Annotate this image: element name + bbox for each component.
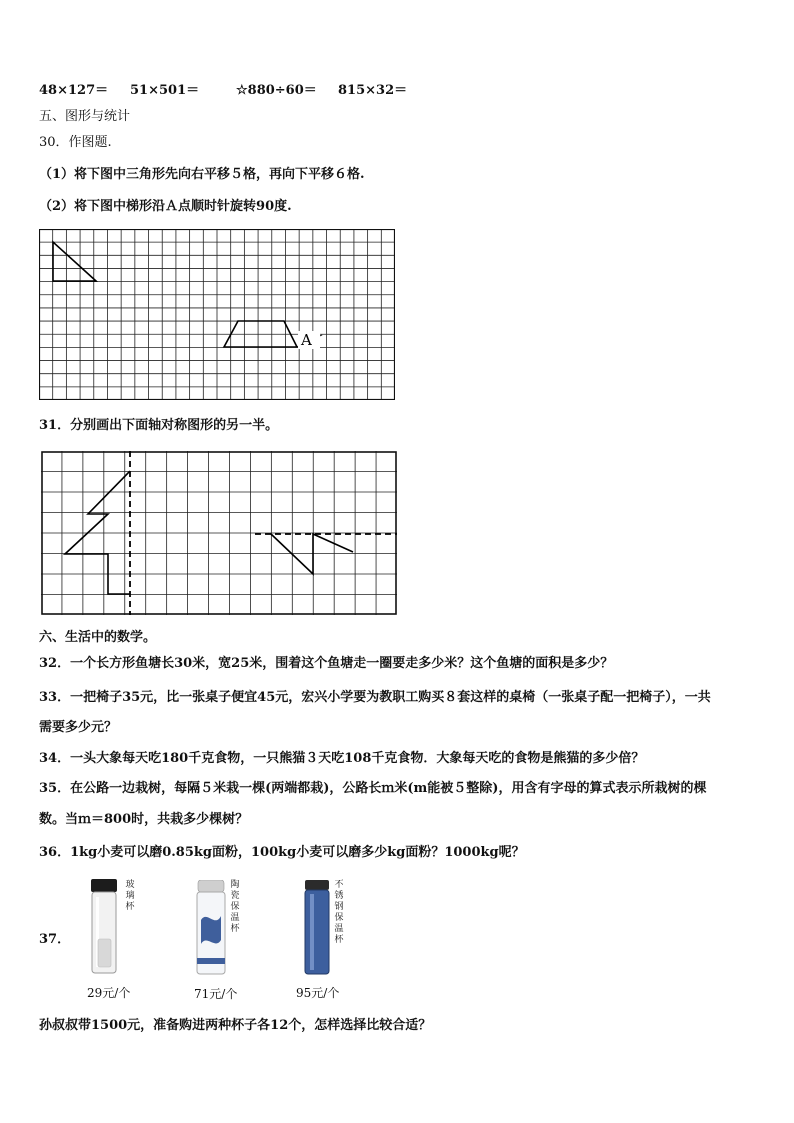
triangle-shape: [53, 242, 96, 281]
tree-half-shape: [65, 471, 130, 594]
cup-3-price: 95元/个: [296, 986, 340, 1000]
calc-item-3: ☆880÷60＝: [236, 83, 317, 98]
cup-2-price: 71元/个: [194, 987, 238, 1001]
section-6-title: 六、生活中的数学。: [39, 630, 157, 645]
q32-text: 32．一个长方形鱼塘长30米，宽25米，围着这个鱼塘走一圈要走多少米？这个鱼塘的面积是多少？: [39, 656, 614, 671]
calc-item-4: 815×32＝: [338, 83, 408, 98]
calc-item-2: 51×501＝: [130, 83, 200, 98]
glass-cup-image: [88, 879, 120, 975]
cup-1-label: 玻 璃 杯: [125, 880, 135, 912]
q37-number: 37．: [39, 932, 71, 947]
q34-text: 34．一头大象每天吃180千克食物，一只熊猫３天吃108千克食物．大象每天吃的食物是熊猫的多少倍？: [39, 751, 645, 766]
steel-thermos-image: [302, 880, 332, 976]
grid-lines: [41, 451, 397, 615]
q35-line2: 数。当ｍ＝800时，共栽多少棵树？: [39, 812, 249, 827]
calc-item-1: 48×127＝: [39, 83, 109, 98]
q33-line2: 需要多少元？: [39, 720, 118, 735]
section-5-title: 五、图形与统计: [39, 109, 131, 124]
q30-title: 30．作图题.: [39, 135, 112, 150]
q31-title: 31．分别画出下面轴对称图形的另一半。: [39, 418, 279, 433]
grid-lines: [39, 229, 395, 400]
q30-part1: （1）将下图中三角形先向右平移５格，再向下平移６格.: [39, 167, 365, 182]
cup-3-label: 不 锈 钢 保 温 杯: [334, 880, 344, 945]
cup-1-price: 29元/个: [87, 986, 131, 1000]
cup-2-label: 陶 瓷 保 温 杯: [230, 880, 240, 934]
ceramic-thermos-image: [193, 880, 229, 976]
q30-part2: （2）将下图中梯形沿Ａ点顺时针旋转90度.: [39, 199, 292, 214]
point-a-label: A: [301, 331, 312, 349]
q36-text: 36．1kg小麦可以磨0.85kg面粉，100kg小麦可以磨多少kg面粉？1000kg呢？: [39, 845, 525, 860]
q33-line1: 33．一把椅子35元，比一张桌子便宜45元，宏兴小学要为教职工购买８套这样的桌椅（一张桌子配一把椅子），一共: [39, 690, 711, 705]
zigzag-half-shape: [271, 534, 353, 574]
q31-grid: [41, 451, 397, 615]
q35-line1: 35．在公路一边栽树，每隔５米栽一棵(两端都栽)，公路长ｍ米(m能被５整除)，用含有字母的算式表示所栽树的棵: [39, 781, 707, 796]
q37-question: 孙叔叔带1500元，准备购进两种杯子各12个，怎样选择比较合适？: [39, 1018, 432, 1033]
q30-grid: [39, 229, 395, 400]
